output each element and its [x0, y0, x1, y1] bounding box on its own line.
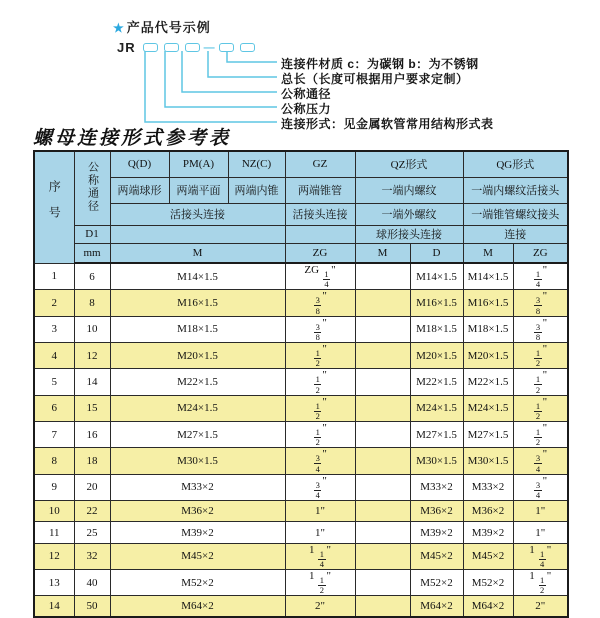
cell-seq: 14 [34, 596, 74, 617]
cell-qz-d: M33×2 [410, 474, 463, 500]
header-unit-qg-m: M [463, 243, 513, 263]
cell-qg-zg: $\frac{3}{4}$ " [513, 474, 568, 500]
cell-gz: 2" [285, 596, 355, 617]
cell-m: M36×2 [110, 501, 285, 522]
cell-m: M33×2 [110, 474, 285, 500]
header-qz-desc: 一端内螺纹 [355, 177, 463, 203]
cell-qg-zg: $\frac{3}{8}$ " [513, 316, 568, 342]
cell-qz-d: M30×1.5 [410, 448, 463, 474]
cell-seq: 8 [34, 448, 74, 474]
header-unit-zg: ZG [285, 243, 355, 263]
cell-dn: 22 [74, 501, 110, 522]
cell-dn: 50 [74, 596, 110, 617]
header-gz-union-connect: 活接头连接 [285, 203, 355, 225]
cell-qz-m [355, 290, 410, 316]
cell-gz: $\frac{3}{8}$ " [285, 290, 355, 316]
cell-dn: 6 [74, 263, 110, 290]
nut-connection-table [33, 150, 569, 618]
cell-qg-zg: $\frac{1}{2}$ " [513, 395, 568, 421]
code-box-connection [143, 43, 158, 52]
cell-seq: 6 [34, 395, 74, 421]
cell-qz-m [355, 522, 410, 543]
cell-m: M14×1.5 [110, 263, 285, 290]
cell-gz: $\frac{3}{4}$ " [285, 474, 355, 500]
table-row [34, 543, 568, 569]
cell-seq: 12 [34, 543, 74, 569]
header-gz-desc: 两端锥管 [285, 177, 355, 203]
cell-qg-zg: 1 $\frac{1}{4}$ " [513, 543, 568, 569]
cell-m: M18×1.5 [110, 316, 285, 342]
cell-dn: 12 [74, 343, 110, 369]
cell-qg-m: M52×2 [463, 570, 513, 596]
table-row [34, 474, 568, 500]
cell-qg-m: M24×1.5 [463, 395, 513, 421]
table-row [34, 343, 568, 369]
cell-qg-m: M45×2 [463, 543, 513, 569]
cell-qz-m [355, 543, 410, 569]
header-group-qg: QG形式 [463, 151, 568, 177]
table-row [34, 570, 568, 596]
table-row [34, 596, 568, 617]
cell-seq: 3 [34, 316, 74, 342]
cell-m: M24×1.5 [110, 395, 285, 421]
header-group-nzc: NZ(C) [228, 151, 285, 177]
cell-qz-d: M45×2 [410, 543, 463, 569]
table-row [34, 369, 568, 395]
label-pressure: 公称压力 [281, 102, 332, 116]
cell-qg-m: M33×2 [463, 474, 513, 500]
cell-gz: 1" [285, 522, 355, 543]
cell-qg-m: M22×1.5 [463, 369, 513, 395]
cell-qg-zg: 1 $\frac{1}{2}$ " [513, 570, 568, 596]
cell-m: M16×1.5 [110, 290, 285, 316]
cell-qz-d: M16×1.5 [410, 290, 463, 316]
table-body [34, 263, 568, 617]
cell-gz: ZG $\frac{1}{4}$ " [285, 263, 355, 290]
cell-qg-m: M30×1.5 [463, 448, 513, 474]
cell-qz-d: M22×1.5 [410, 369, 463, 395]
cell-qg-zg: $\frac{1}{2}$ " [513, 422, 568, 448]
cell-qz-m [355, 316, 410, 342]
cell-m: M27×1.5 [110, 422, 285, 448]
header-union-connect: 活接头连接 [110, 203, 285, 225]
cell-seq: 7 [34, 422, 74, 448]
cell-qz-d: M14×1.5 [410, 263, 463, 290]
cell-qg-zg: $\frac{1}{2}$ " [513, 343, 568, 369]
cell-qg-zg: 1" [513, 501, 568, 522]
cell-seq: 5 [34, 369, 74, 395]
cell-dn: 16 [74, 422, 110, 448]
cell-dn: 18 [74, 448, 110, 474]
cell-qg-m: M27×1.5 [463, 422, 513, 448]
cell-m: M64×2 [110, 596, 285, 617]
cell-dn: 32 [74, 543, 110, 569]
cell-dn: 8 [74, 290, 110, 316]
header-unit-qz-m: M [355, 243, 410, 263]
header-unit-qz-d: D [410, 243, 463, 263]
cell-dn: 14 [74, 369, 110, 395]
cell-seq: 13 [34, 570, 74, 596]
label-length: 总长（长度可根据用户要求定制） [281, 72, 469, 86]
header-group-qz: QZ形式 [355, 151, 463, 177]
cell-seq: 10 [34, 501, 74, 522]
cell-qg-zg: 1" [513, 522, 568, 543]
diagram-heading-text: 产品代号示例 [126, 20, 211, 35]
cell-qz-d: M27×1.5 [410, 422, 463, 448]
star-icon: ★ [113, 21, 125, 35]
header-group-gz: GZ [285, 151, 355, 177]
table-row [34, 422, 568, 448]
cell-qz-m [355, 343, 410, 369]
cell-qg-m: M64×2 [463, 596, 513, 617]
cell-qg-m: M18×1.5 [463, 316, 513, 342]
cell-qz-m [355, 570, 410, 596]
header-group-pma: PM(A) [169, 151, 228, 177]
code-prefix: JR [117, 40, 136, 55]
cell-qz-d: M20×1.5 [410, 343, 463, 369]
header-group-qd: Q(D) [110, 151, 169, 177]
product-code-row [117, 40, 258, 55]
label-material: 连接件材质 c：为碳钢 b：为不锈钢 [281, 57, 479, 71]
label-diameter: 公称通径 [281, 87, 332, 101]
table-row [34, 522, 568, 543]
code-box-length [219, 43, 234, 52]
cell-m: M30×1.5 [110, 448, 285, 474]
cell-dn: 20 [74, 474, 110, 500]
header-pma-desc: 两端平面 [169, 177, 228, 203]
cell-qz-m [355, 395, 410, 421]
cell-dn: 15 [74, 395, 110, 421]
cell-gz: $\frac{3}{8}$ " [285, 316, 355, 342]
cell-qg-zg: $\frac{1}{4}$ " [513, 263, 568, 290]
cell-m: M52×2 [110, 570, 285, 596]
cell-m: M45×2 [110, 543, 285, 569]
header-nzc-desc: 两端内锥 [228, 177, 285, 203]
cell-qz-m [355, 263, 410, 290]
cell-gz: $\frac{3}{4}$ " [285, 448, 355, 474]
cell-qg-m: M14×1.5 [463, 263, 513, 290]
cell-qg-zg: $\frac{3}{8}$ " [513, 290, 568, 316]
header-unit-qg-zg: ZG [513, 243, 568, 263]
cell-dn: 10 [74, 316, 110, 342]
cell-qz-m [355, 596, 410, 617]
cell-m: M20×1.5 [110, 343, 285, 369]
code-box-pressure [164, 43, 179, 52]
cell-qz-d: M24×1.5 [410, 395, 463, 421]
header-mm: mm [74, 243, 110, 263]
cell-seq: 1 [34, 263, 74, 290]
cell-qz-d: M36×2 [410, 501, 463, 522]
table-row [34, 316, 568, 342]
header-qd-desc: 两端球形 [110, 177, 169, 203]
cell-qg-zg: $\frac{3}{4}$ " [513, 448, 568, 474]
cell-qz-d: M39×2 [410, 522, 463, 543]
cell-m: M22×1.5 [110, 369, 285, 395]
cell-qz-m [355, 369, 410, 395]
cell-qg-zg: 2" [513, 596, 568, 617]
cell-gz: 1" [285, 501, 355, 522]
label-connection: 连接形式：见金属软管常用结构形式表 [281, 117, 494, 131]
cell-gz: $\frac{1}{2}$ " [285, 395, 355, 421]
table-title: 螺母连接形式参考表 [33, 127, 232, 149]
table-row [34, 395, 568, 421]
cell-m: M39×2 [110, 522, 285, 543]
cell-gz: 1 $\frac{1}{2}$ " [285, 570, 355, 596]
table-row [34, 448, 568, 474]
header-unit-m: M [110, 243, 285, 263]
cell-qz-m [355, 501, 410, 522]
cell-qg-m: M39×2 [463, 522, 513, 543]
cell-qz-m [355, 422, 410, 448]
code-box-material [240, 43, 255, 52]
table-row [34, 263, 568, 290]
code-dash: — [203, 41, 215, 54]
cell-qz-m [355, 448, 410, 474]
cell-qg-m: M20×1.5 [463, 343, 513, 369]
cell-qg-m: M16×1.5 [463, 290, 513, 316]
header-qg-desc: 一端内螺纹活接头 [463, 177, 568, 203]
table-header [34, 151, 568, 263]
header-qg-connect: 连接 [463, 225, 568, 243]
cell-seq: 11 [34, 522, 74, 543]
header-qz-ball-connect: 球形接头连接 [355, 225, 463, 243]
cell-dn: 40 [74, 570, 110, 596]
cell-gz: $\frac{1}{2}$ " [285, 343, 355, 369]
cell-qz-d: M52×2 [410, 570, 463, 596]
cell-gz: 1 $\frac{1}{4}$ " [285, 543, 355, 569]
cell-seq: 4 [34, 343, 74, 369]
cell-qz-d: M18×1.5 [410, 316, 463, 342]
header-qg-taper-joint: 一端锥管螺纹接头 [463, 203, 568, 225]
header-blank-m [110, 225, 285, 243]
cell-qz-d: M64×2 [410, 596, 463, 617]
header-blank-gz [285, 225, 355, 243]
cell-gz: $\frac{1}{2}$ " [285, 369, 355, 395]
cell-qz-m [355, 474, 410, 500]
cell-seq: 9 [34, 474, 74, 500]
header-d1: D1 [74, 225, 110, 243]
header-qz-ext-thread: 一端外螺纹 [355, 203, 463, 225]
header-dn: 公称通径 [74, 151, 110, 225]
table-row [34, 501, 568, 522]
code-box-diameter [185, 43, 200, 52]
cell-dn: 25 [74, 522, 110, 543]
table-row [34, 290, 568, 316]
cell-qg-m: M36×2 [463, 501, 513, 522]
cell-gz: $\frac{1}{2}$ " [285, 422, 355, 448]
header-seq: 序号 [34, 151, 74, 263]
cell-qg-zg: $\frac{1}{2}$ " [513, 369, 568, 395]
cell-seq: 2 [34, 290, 74, 316]
